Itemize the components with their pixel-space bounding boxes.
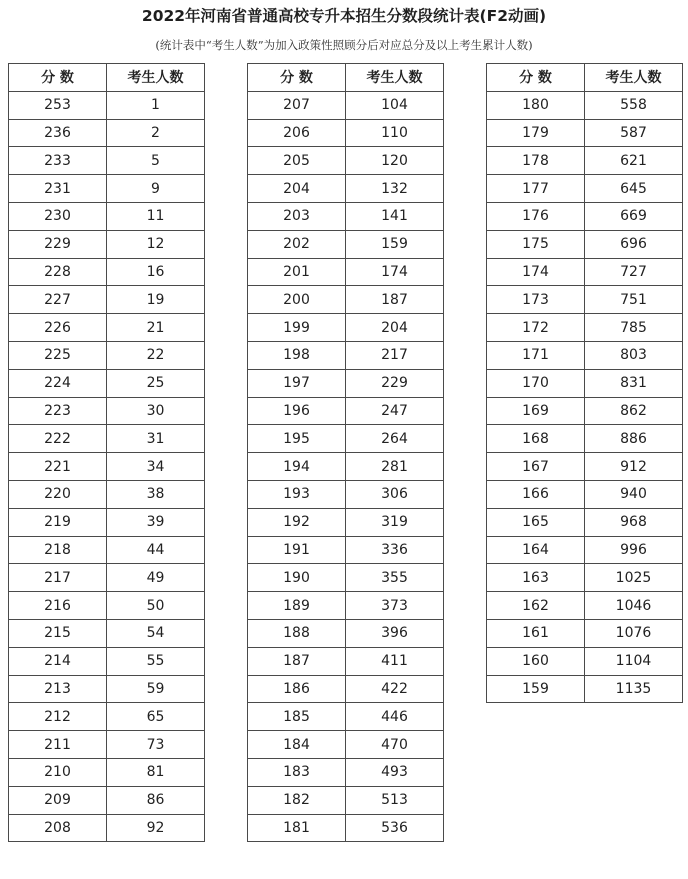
count-cell: 25 <box>107 369 205 397</box>
table-row <box>487 258 683 286</box>
table-row <box>487 508 683 536</box>
table-row <box>248 397 444 425</box>
count-cell: 92 <box>107 814 205 842</box>
table-row <box>9 647 205 675</box>
count-cell: 22 <box>107 341 205 369</box>
table-row <box>248 147 444 175</box>
score-cell: 187 <box>248 647 346 675</box>
score-cell: 190 <box>248 564 346 592</box>
count-column-header: 考生人数 <box>107 64 205 92</box>
count-cell: 34 <box>107 453 205 481</box>
score-cell: 197 <box>248 369 346 397</box>
count-cell: 1104 <box>585 647 683 675</box>
table-row <box>9 369 205 397</box>
table-row <box>487 397 683 425</box>
table-row <box>487 341 683 369</box>
count-cell: 31 <box>107 425 205 453</box>
count-cell: 493 <box>346 758 444 786</box>
score-cell: 205 <box>248 147 346 175</box>
table-header-row <box>9 64 205 92</box>
table-row <box>248 314 444 342</box>
score-cell: 177 <box>487 175 585 203</box>
count-cell: 912 <box>585 453 683 481</box>
table-row <box>487 286 683 314</box>
table-row <box>248 341 444 369</box>
score-cell: 163 <box>487 564 585 592</box>
score-cell: 200 <box>248 286 346 314</box>
score-column-header: 分 数 <box>9 64 107 92</box>
score-cell: 173 <box>487 286 585 314</box>
score-cell: 186 <box>248 675 346 703</box>
score-cell: 223 <box>9 397 107 425</box>
count-cell: 886 <box>585 425 683 453</box>
score-table-1 <box>8 63 205 842</box>
count-cell: 229 <box>346 369 444 397</box>
score-cell: 175 <box>487 230 585 258</box>
count-cell: 30 <box>107 397 205 425</box>
count-cell: 187 <box>346 286 444 314</box>
score-cell: 231 <box>9 175 107 203</box>
count-cell: 141 <box>346 202 444 230</box>
count-cell: 355 <box>346 564 444 592</box>
score-cell: 159 <box>487 675 585 703</box>
table-row <box>248 230 444 258</box>
score-cell: 179 <box>487 119 585 147</box>
score-column-header: 分 数 <box>248 64 346 92</box>
count-cell: 1135 <box>585 675 683 703</box>
score-cell: 161 <box>487 619 585 647</box>
score-cell: 196 <box>248 397 346 425</box>
table-row <box>487 425 683 453</box>
table-row <box>9 119 205 147</box>
count-cell: 12 <box>107 230 205 258</box>
table-row <box>248 369 444 397</box>
table-row <box>9 286 205 314</box>
score-cell: 217 <box>9 564 107 592</box>
score-cell: 195 <box>248 425 346 453</box>
table-row <box>9 91 205 119</box>
count-cell: 81 <box>107 758 205 786</box>
score-cell: 253 <box>9 91 107 119</box>
count-cell: 727 <box>585 258 683 286</box>
score-cell: 230 <box>9 202 107 230</box>
table-row <box>487 647 683 675</box>
table-header-row <box>248 64 444 92</box>
score-cell: 174 <box>487 258 585 286</box>
score-cell: 229 <box>9 230 107 258</box>
score-cell: 225 <box>9 341 107 369</box>
count-cell: 831 <box>585 369 683 397</box>
table-row <box>9 202 205 230</box>
score-cell: 226 <box>9 314 107 342</box>
table-row <box>9 814 205 842</box>
score-cell: 166 <box>487 480 585 508</box>
score-cell: 162 <box>487 592 585 620</box>
table-row <box>487 314 683 342</box>
page-title: 2022年河南省普通高校专升本招生分数段统计表(F2动画) <box>141 7 547 25</box>
table-row <box>487 675 683 703</box>
count-cell: 513 <box>346 786 444 814</box>
count-cell: 968 <box>585 508 683 536</box>
score-cell: 210 <box>9 758 107 786</box>
count-cell: 470 <box>346 731 444 759</box>
table-row <box>9 675 205 703</box>
score-cell: 189 <box>248 592 346 620</box>
table-row <box>9 731 205 759</box>
count-cell: 49 <box>107 564 205 592</box>
table-row <box>248 175 444 203</box>
count-cell: 669 <box>585 202 683 230</box>
score-cell: 218 <box>9 536 107 564</box>
count-cell: 645 <box>585 175 683 203</box>
table-row <box>9 786 205 814</box>
table-row <box>487 592 683 620</box>
score-cell: 212 <box>9 703 107 731</box>
count-cell: 558 <box>585 91 683 119</box>
score-cell: 176 <box>487 202 585 230</box>
count-cell: 55 <box>107 647 205 675</box>
table-row <box>487 147 683 175</box>
count-cell: 19 <box>107 286 205 314</box>
score-cell: 198 <box>248 341 346 369</box>
count-cell: 422 <box>346 675 444 703</box>
score-cell: 213 <box>9 675 107 703</box>
count-cell: 132 <box>346 175 444 203</box>
table-row <box>487 619 683 647</box>
score-cell: 221 <box>9 453 107 481</box>
table-row <box>9 453 205 481</box>
score-cell: 168 <box>487 425 585 453</box>
score-cell: 214 <box>9 647 107 675</box>
table-row <box>9 147 205 175</box>
table-row <box>487 119 683 147</box>
score-cell: 167 <box>487 453 585 481</box>
table-row <box>248 453 444 481</box>
table-row <box>248 592 444 620</box>
count-cell: 696 <box>585 230 683 258</box>
score-cell: 201 <box>248 258 346 286</box>
table-row <box>248 703 444 731</box>
count-cell: 86 <box>107 786 205 814</box>
table-header-row <box>487 64 683 92</box>
score-cell: 224 <box>9 369 107 397</box>
table-row <box>248 258 444 286</box>
table-row <box>487 230 683 258</box>
count-cell: 120 <box>346 147 444 175</box>
count-cell: 281 <box>346 453 444 481</box>
score-cell: 209 <box>9 786 107 814</box>
score-cell: 180 <box>487 91 585 119</box>
table-row <box>248 508 444 536</box>
table-row <box>248 647 444 675</box>
score-cell: 219 <box>9 508 107 536</box>
score-column-header: 分 数 <box>487 64 585 92</box>
count-cell: 65 <box>107 703 205 731</box>
score-table-2 <box>247 63 444 842</box>
score-cell: 206 <box>248 119 346 147</box>
score-cell: 181 <box>248 814 346 842</box>
table-row <box>9 425 205 453</box>
table-row <box>9 258 205 286</box>
table-row <box>487 453 683 481</box>
table-row <box>248 425 444 453</box>
score-cell: 191 <box>248 536 346 564</box>
table-row <box>9 314 205 342</box>
table-row <box>487 91 683 119</box>
score-cell: 202 <box>248 230 346 258</box>
count-cell: 104 <box>346 91 444 119</box>
table-row <box>487 202 683 230</box>
table-row <box>248 91 444 119</box>
table-row <box>9 592 205 620</box>
count-cell: 940 <box>585 480 683 508</box>
table-row <box>9 341 205 369</box>
score-cell: 194 <box>248 453 346 481</box>
score-cell: 215 <box>9 619 107 647</box>
count-cell: 411 <box>346 647 444 675</box>
count-cell: 862 <box>585 397 683 425</box>
count-cell: 1076 <box>585 619 683 647</box>
count-cell: 174 <box>346 258 444 286</box>
count-cell: 996 <box>585 536 683 564</box>
score-cell: 164 <box>487 536 585 564</box>
table-row <box>248 119 444 147</box>
score-cell: 171 <box>487 341 585 369</box>
score-cell: 204 <box>248 175 346 203</box>
table-row <box>248 731 444 759</box>
count-cell: 1046 <box>585 592 683 620</box>
score-cell: 222 <box>9 425 107 453</box>
count-cell: 11 <box>107 202 205 230</box>
score-cell: 227 <box>9 286 107 314</box>
score-cell: 211 <box>9 731 107 759</box>
table-row <box>9 758 205 786</box>
score-cell: 185 <box>248 703 346 731</box>
table-row <box>487 175 683 203</box>
score-cell: 228 <box>9 258 107 286</box>
count-column-header: 考生人数 <box>346 64 444 92</box>
score-cell: 165 <box>487 508 585 536</box>
count-cell: 217 <box>346 341 444 369</box>
score-cell: 220 <box>9 480 107 508</box>
count-cell: 621 <box>585 147 683 175</box>
score-cell: 236 <box>9 119 107 147</box>
score-cell: 178 <box>487 147 585 175</box>
score-cell: 184 <box>248 731 346 759</box>
table-row <box>248 786 444 814</box>
score-cell: 203 <box>248 202 346 230</box>
count-cell: 21 <box>107 314 205 342</box>
table-row <box>9 480 205 508</box>
score-cell: 170 <box>487 369 585 397</box>
count-cell: 110 <box>346 119 444 147</box>
count-cell: 5 <box>107 147 205 175</box>
count-cell: 38 <box>107 480 205 508</box>
table-row <box>248 814 444 842</box>
score-cell: 193 <box>248 480 346 508</box>
count-cell: 396 <box>346 619 444 647</box>
score-cell: 233 <box>9 147 107 175</box>
count-cell: 247 <box>346 397 444 425</box>
count-cell: 264 <box>346 425 444 453</box>
count-cell: 587 <box>585 119 683 147</box>
table-row <box>487 480 683 508</box>
count-cell: 536 <box>346 814 444 842</box>
count-cell: 373 <box>346 592 444 620</box>
count-cell: 319 <box>346 508 444 536</box>
table-row <box>9 619 205 647</box>
score-cell: 188 <box>248 619 346 647</box>
count-cell: 9 <box>107 175 205 203</box>
count-cell: 803 <box>585 341 683 369</box>
score-cell: 182 <box>248 786 346 814</box>
table-row <box>248 564 444 592</box>
score-cell: 183 <box>248 758 346 786</box>
count-cell: 785 <box>585 314 683 342</box>
table-row <box>9 230 205 258</box>
score-cell: 199 <box>248 314 346 342</box>
count-cell: 159 <box>346 230 444 258</box>
count-cell: 50 <box>107 592 205 620</box>
score-cell: 160 <box>487 647 585 675</box>
count-cell: 54 <box>107 619 205 647</box>
count-cell: 306 <box>346 480 444 508</box>
count-cell: 1025 <box>585 564 683 592</box>
table-row <box>248 675 444 703</box>
score-cell: 192 <box>248 508 346 536</box>
table-row <box>9 175 205 203</box>
table-row <box>9 703 205 731</box>
count-cell: 73 <box>107 731 205 759</box>
count-cell: 1 <box>107 91 205 119</box>
count-cell: 446 <box>346 703 444 731</box>
count-cell: 16 <box>107 258 205 286</box>
table-row <box>487 369 683 397</box>
count-column-header: 考生人数 <box>585 64 683 92</box>
table-row <box>487 536 683 564</box>
page-subtitle: (统计表中“考生人数”为加入政策性照顾分后对应总分及以上考生累计人数) <box>155 38 533 52</box>
score-cell: 169 <box>487 397 585 425</box>
table-row <box>9 536 205 564</box>
table-row <box>248 480 444 508</box>
score-cell: 207 <box>248 91 346 119</box>
count-cell: 751 <box>585 286 683 314</box>
table-row <box>248 758 444 786</box>
table-row <box>9 397 205 425</box>
table-row <box>248 536 444 564</box>
table-row <box>248 286 444 314</box>
score-cell: 172 <box>487 314 585 342</box>
count-cell: 59 <box>107 675 205 703</box>
table-row <box>9 564 205 592</box>
table-row <box>487 564 683 592</box>
score-table-3 <box>486 63 683 703</box>
table-row <box>248 202 444 230</box>
count-cell: 204 <box>346 314 444 342</box>
table-row <box>9 508 205 536</box>
score-cell: 208 <box>9 814 107 842</box>
score-cell: 216 <box>9 592 107 620</box>
count-cell: 2 <box>107 119 205 147</box>
count-cell: 44 <box>107 536 205 564</box>
count-cell: 39 <box>107 508 205 536</box>
count-cell: 336 <box>346 536 444 564</box>
table-row <box>248 619 444 647</box>
